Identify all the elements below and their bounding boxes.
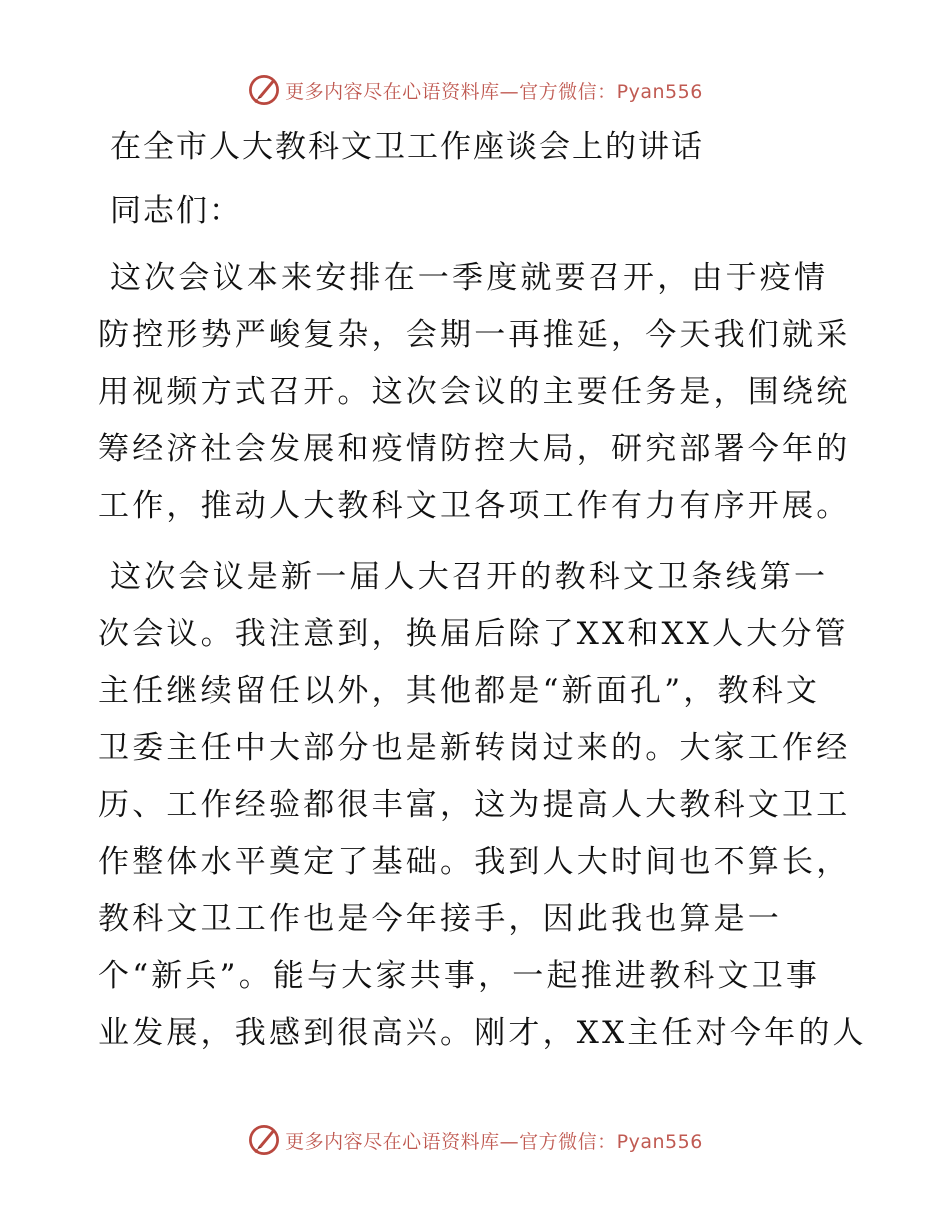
- paragraph-line: 工作，推动人大教科文卫各项工作有力有序开展。: [98, 488, 851, 524]
- paragraph-line: 教科文卫工作也是今年接手，因此我也算是一: [98, 901, 782, 937]
- paragraph-2: [98, 549, 868, 1062]
- paragraph-line: 作整体水平奠定了基础。我到人大时间也不算长，: [98, 844, 851, 880]
- quill-pen-logo-icon: [247, 73, 281, 107]
- paragraph-line: 业发展，我感到很高兴。刚才，XX主任对今年的人: [98, 1015, 867, 1051]
- paragraph-line: 用视频方式召开。这次会议的主要任务是，围绕统: [98, 374, 851, 410]
- paragraph-line: 次会议。我注意到，换届后除了XX和XX人大分管: [98, 616, 849, 652]
- watermark-wechat: —官方微信：Pyan556: [499, 80, 703, 103]
- watermark-wechat: —官方微信：Pyan556: [499, 1130, 703, 1153]
- paragraph-line: 卫委主任中大部分也是新转岗过来的。大家工作经: [98, 730, 851, 766]
- watermark-text: 更多内容尽在心语资料库: [285, 80, 500, 103]
- footer-watermark: [0, 1120, 950, 1160]
- watermark-text: 更多内容尽在心语资料库: [285, 1130, 500, 1153]
- paragraph-line: 这次会议本来安排在一季度就要召开，由于疫情: [110, 260, 829, 296]
- paragraph-1: [98, 250, 868, 535]
- paragraph-line: 主任继续留任以外，其他都是“新面孔”，教科文: [98, 673, 821, 709]
- paragraph-line: 这次会议是新一届人大召开的教科文卫条线第一: [110, 559, 829, 595]
- paragraph-line: 筹经济社会发展和疫情防控大局，研究部署今年的: [98, 431, 851, 467]
- quill-pen-logo-icon: [247, 1123, 281, 1157]
- paragraph-line: 防控形势严峻复杂，会期一再推延，今天我们就采: [98, 317, 851, 353]
- paragraph-line: 个“新兵”。能与大家共事，一起推进教科文卫事: [98, 958, 821, 994]
- document-body: [98, 122, 868, 1062]
- salutation: 同志们：: [110, 193, 242, 229]
- header-watermark: [0, 70, 950, 110]
- document-title: 在全市人大教科文卫工作座谈会上的讲话: [110, 129, 704, 165]
- paragraph-line: 历、工作经验都很丰富，这为提高人大教科文卫工: [98, 787, 851, 823]
